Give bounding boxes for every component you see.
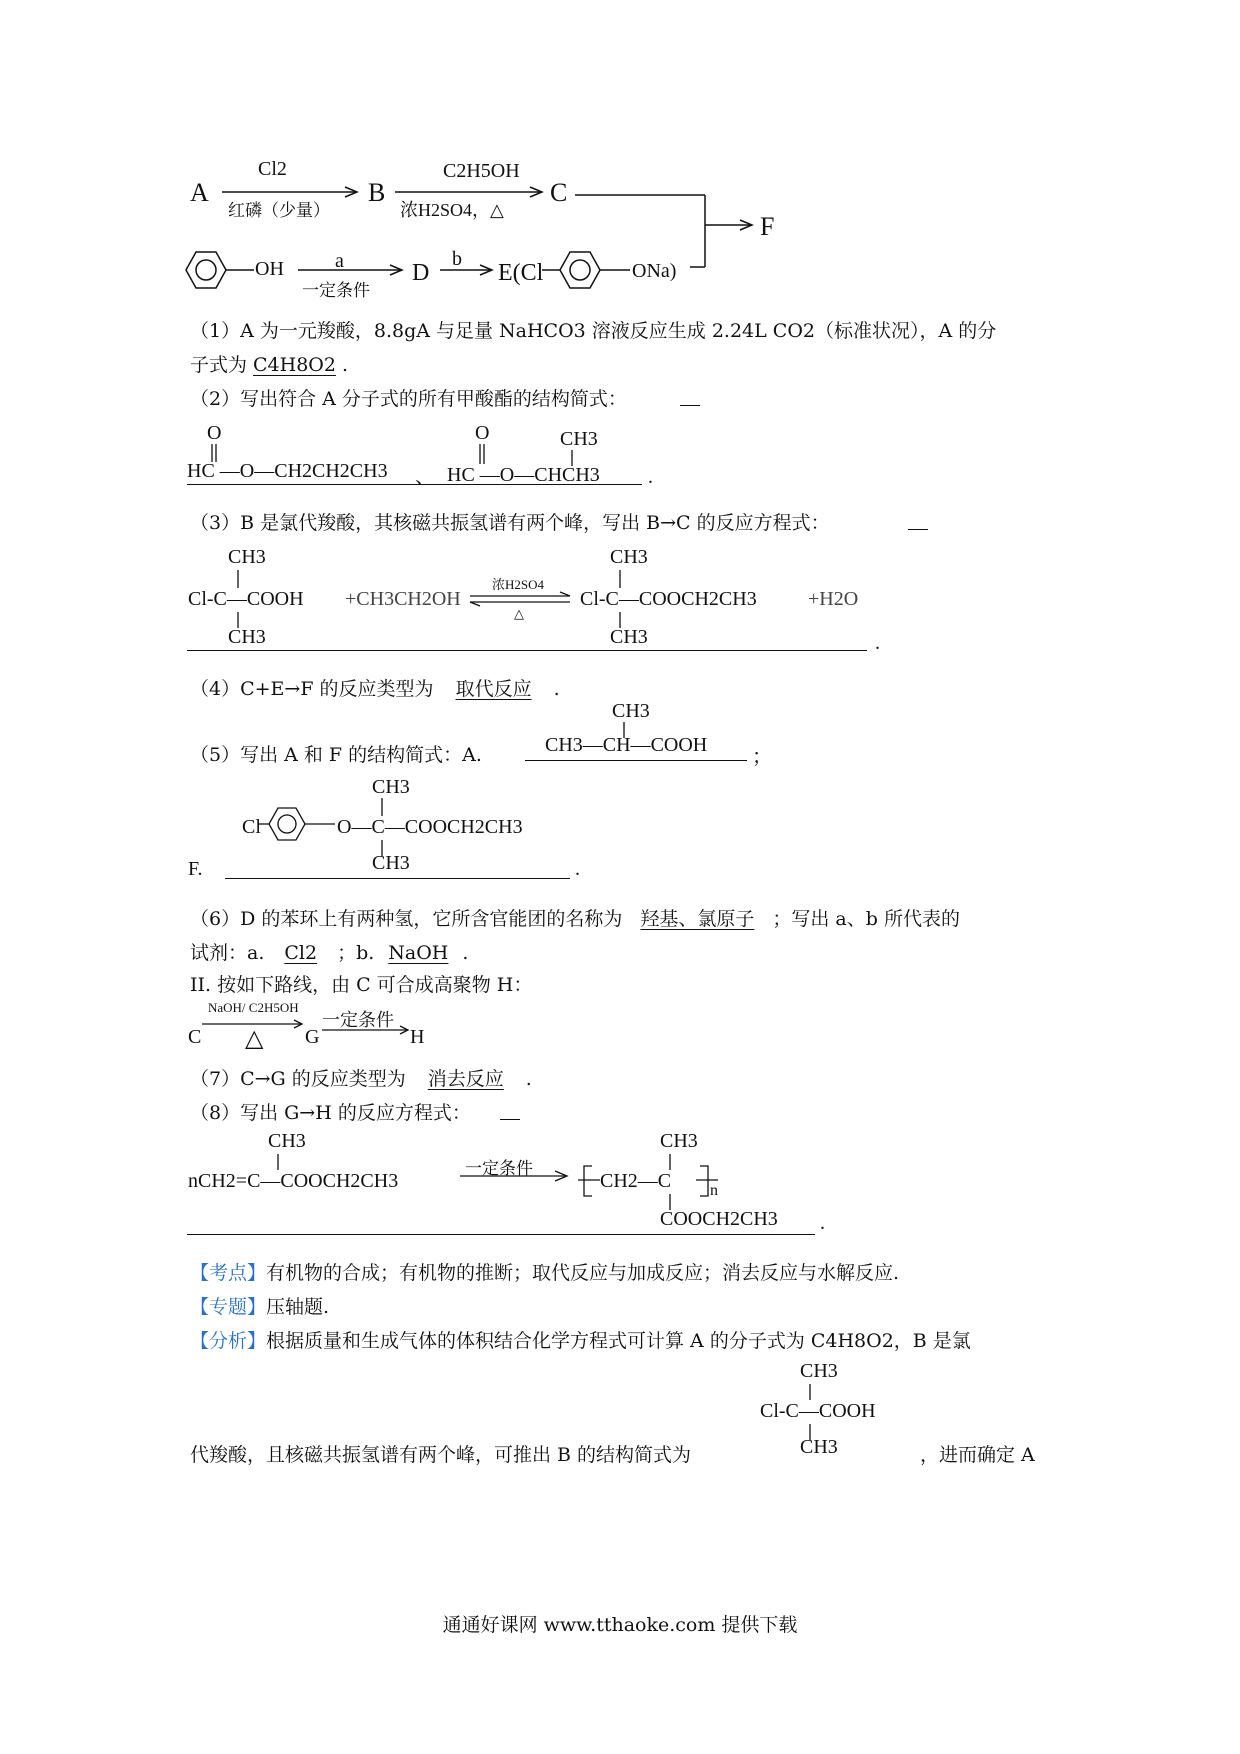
ester-2: HC —O—CHCH3 bbox=[447, 464, 600, 486]
compound-c: C bbox=[550, 178, 568, 207]
compound-d: D bbox=[412, 260, 430, 286]
q8-question: （8）写出 G→H 的反应方程式： bbox=[190, 1102, 471, 1124]
phenol-oh: OH bbox=[255, 258, 284, 280]
zhuanti-line: 【专题】压轴题. bbox=[190, 1296, 330, 1318]
fenxi-line2-end: ，进而确定 A bbox=[920, 1444, 1035, 1466]
q1-line1: （1）A 为一元羧酸，8.8gA 与足量 NaHCO3 溶液反应生成 2.24L CO2（标准状况），A 的分 bbox=[190, 320, 997, 342]
compound-a: A bbox=[190, 178, 209, 207]
b-structure: Cl-C—COOH bbox=[760, 1400, 876, 1422]
q4-answer: 取代反应 bbox=[455, 678, 532, 700]
reagent-h2so4: 浓H2SO4，△ bbox=[400, 200, 504, 220]
reagent-cl2: Cl2 bbox=[258, 158, 287, 180]
kaodian-line: 【考点】有机物的合成；有机物的推断；取代反应与加成反应；消去反应与水解反应. bbox=[190, 1262, 900, 1284]
q2-question: （2）写出符合 A 分子式的所有甲酸酯的结构简式： bbox=[190, 388, 627, 410]
page-footer: 通通好课网 www.tthaoke.com 提供下载 bbox=[442, 1614, 798, 1636]
q3-question: （3）B 是氯代羧酸，其核磁共振氢谱有两个峰，写出 B→C 的反应方程式： bbox=[190, 512, 830, 534]
q6-answer-b: NaOH bbox=[388, 942, 449, 964]
reagent-ethanol: C2H5OH bbox=[443, 160, 520, 182]
q5-answer-a: CH3—CH—COOH bbox=[545, 734, 708, 756]
reagent-a: a bbox=[335, 250, 344, 272]
q6-line2: 试剂：a. Cl2 ；b. NaOH . bbox=[190, 942, 469, 964]
q6-line1: （6）D 的苯环上有两种氢，它所含官能团的名称为 羟基、氯原子 ；写出 a、b 所代表的 bbox=[190, 908, 960, 930]
q5-line: （5）写出 A 和 F 的结构简式：A. bbox=[190, 744, 482, 766]
q6-answer1: 羟基、氯原子 bbox=[640, 908, 755, 930]
compound-e-right: ONa) bbox=[632, 260, 677, 282]
fenxi-line2: 代羧酸，且核磁共振氢谱有两个峰，可推出 B 的结构简式为 bbox=[190, 1444, 692, 1466]
q1-answer: C4H8O2 bbox=[253, 354, 336, 376]
reagent-b: b bbox=[452, 248, 462, 270]
compound-b: B bbox=[368, 178, 386, 207]
q4-line: （4）C+E→F 的反应类型为 取代反应 . bbox=[190, 678, 560, 700]
compound-e-left: E(Cl bbox=[498, 260, 544, 286]
q5-answer-f: O—C—COOCH2CH3 bbox=[337, 816, 523, 838]
fenxi-line1: 【分析】根据质量和生成气体的体积结合化学方程式可计算 A 的分子式为 C4H8O2，B 是氯 bbox=[190, 1330, 971, 1352]
part2-intro: II. 按如下路线，由 C 可合成高聚物 H： bbox=[190, 974, 533, 996]
ester-1: HC —O—CH2CH2CH3 bbox=[187, 460, 388, 482]
q7-line: （7）C→G 的反应类型为 消去反应 . bbox=[190, 1068, 532, 1090]
reagent-red-p: 红磷（少量） bbox=[228, 201, 330, 220]
q7-answer: 消去反应 bbox=[427, 1068, 504, 1090]
compound-f: F bbox=[760, 212, 775, 241]
condition-label: 一定条件 bbox=[302, 281, 370, 300]
q6-answer-a: Cl2 bbox=[284, 942, 318, 964]
q1-line2: 子式为 C4H8O2 . bbox=[190, 354, 349, 376]
